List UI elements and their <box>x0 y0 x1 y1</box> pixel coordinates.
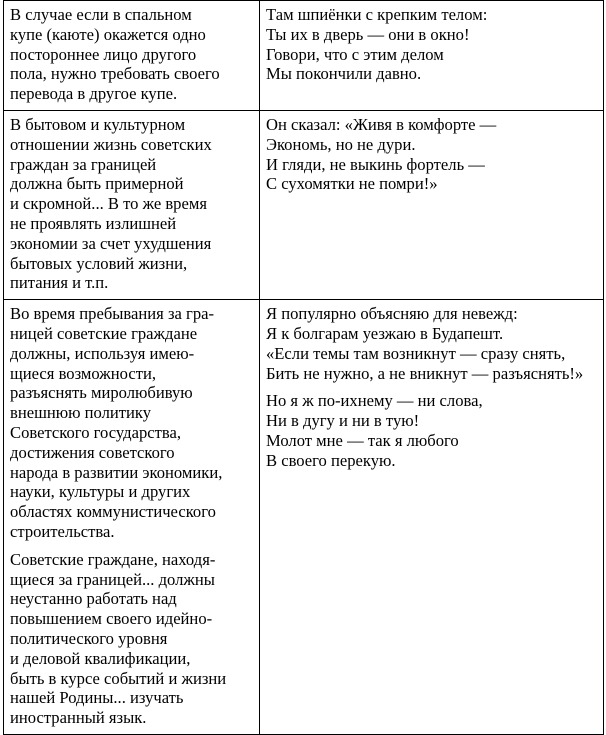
regulation-cell <box>4 110 260 299</box>
document-page <box>3 0 603 735</box>
verse-line: Бить не нужно, а не вникнут — разъяснять!» <box>266 363 584 383</box>
text-line: науки, культуры и других <box>10 482 191 502</box>
text-line: ницей советские граждане <box>10 323 198 343</box>
verse-line: Говори, что с этим делом <box>266 44 444 64</box>
verse-line: Молот мне — так я любого <box>266 430 459 450</box>
text-line: достижения советского <box>10 442 175 462</box>
text-line: В случае если в спальном <box>10 5 192 24</box>
verse-line: И гляди, не выкинь фортель — <box>266 154 485 174</box>
verse-cell <box>260 110 604 299</box>
text-line: Советского государства, <box>10 422 181 442</box>
verse-line: В своего перекую. <box>266 450 396 470</box>
comparison-table <box>3 0 604 735</box>
verse-cell <box>260 300 604 735</box>
table-row <box>4 300 604 735</box>
verse-cell <box>260 1 604 111</box>
text-line: пола, нужно требовать своего <box>10 64 220 84</box>
regulation-paragraph <box>10 550 253 728</box>
verse-stanza <box>266 391 597 470</box>
text-line: областях коммунистического <box>10 502 216 522</box>
text-line: щиеся за границей... должны <box>10 569 215 589</box>
text-line: должна быть примерной <box>10 174 184 194</box>
regulation-cell <box>4 1 260 111</box>
text-line: Советские граждане, находя- <box>10 549 216 569</box>
verse-line: Я популярно объясняю для невежд: <box>266 304 518 324</box>
text-line: отношении жизнь советских <box>10 134 212 154</box>
text-line: и деловой квалификации, <box>10 648 191 668</box>
text-line: строительства. <box>10 521 115 541</box>
text-line: политического уровня <box>10 628 168 648</box>
text-line: быть в курсе событий и жизни <box>10 668 227 688</box>
verse-line: Там шпиёнки с крепким телом: <box>266 5 488 24</box>
text-line: и скромной... В то же время <box>10 194 207 214</box>
text-line: нашей Родины... изучать <box>10 688 184 708</box>
verse-stanza <box>266 115 597 194</box>
text-line: граждан за границей <box>10 154 157 174</box>
verse-stanza <box>266 5 597 84</box>
verse-line: «Если темы там возникнут — сразу снять, <box>266 343 566 363</box>
verse-line: Но я ж по-ихнему — ни слова, <box>266 391 483 411</box>
text-line: неустанно работать над <box>10 589 177 609</box>
verse-line: Он сказал: «Живя в комфорте — <box>266 114 497 134</box>
regulation-paragraph <box>10 115 253 293</box>
verse-line: Ты их в дверь — они в окно! <box>266 24 470 44</box>
text-line: Во время пребывания за гра- <box>10 304 215 324</box>
text-line: иностранный язык. <box>10 708 147 728</box>
verse-line: Экономь, но не дури. <box>266 134 416 154</box>
table-row <box>4 110 604 299</box>
text-line: перевода в другое купе. <box>10 84 178 104</box>
text-line: повышением своего идейно- <box>10 609 213 629</box>
text-line: питания и т.п. <box>10 273 109 293</box>
text-line: народа в развитии экономики, <box>10 462 223 482</box>
verse-line: Ни в дугу и ни в тую! <box>266 411 420 431</box>
text-line: купе (каюте) окажется одно <box>10 24 206 44</box>
text-line: бытовых условий жизни, <box>10 253 188 273</box>
text-line: постороннее лицо другого <box>10 44 197 64</box>
text-line: не проявлять излишней <box>10 213 177 233</box>
text-line: внешнюю политику <box>10 403 152 423</box>
text-line: щиеся возможности, <box>10 363 157 383</box>
verse-line: Мы покончили давно. <box>266 64 422 84</box>
verse-stanza <box>266 304 597 383</box>
regulation-paragraph <box>10 5 253 104</box>
verse-line: Я к болгарам уезжаю в Будапешт. <box>266 323 504 343</box>
verse-line: С сухомятки не помри!» <box>266 174 438 194</box>
text-line: В бытовом и культурном <box>10 114 186 134</box>
table-row <box>4 1 604 111</box>
text-line: экономии за счет ухудшения <box>10 233 212 253</box>
text-line: разъяснять миролюбивую <box>10 383 193 403</box>
regulation-cell <box>4 300 260 735</box>
text-line: должны, используя имею- <box>10 343 195 363</box>
regulation-paragraph <box>10 304 253 542</box>
